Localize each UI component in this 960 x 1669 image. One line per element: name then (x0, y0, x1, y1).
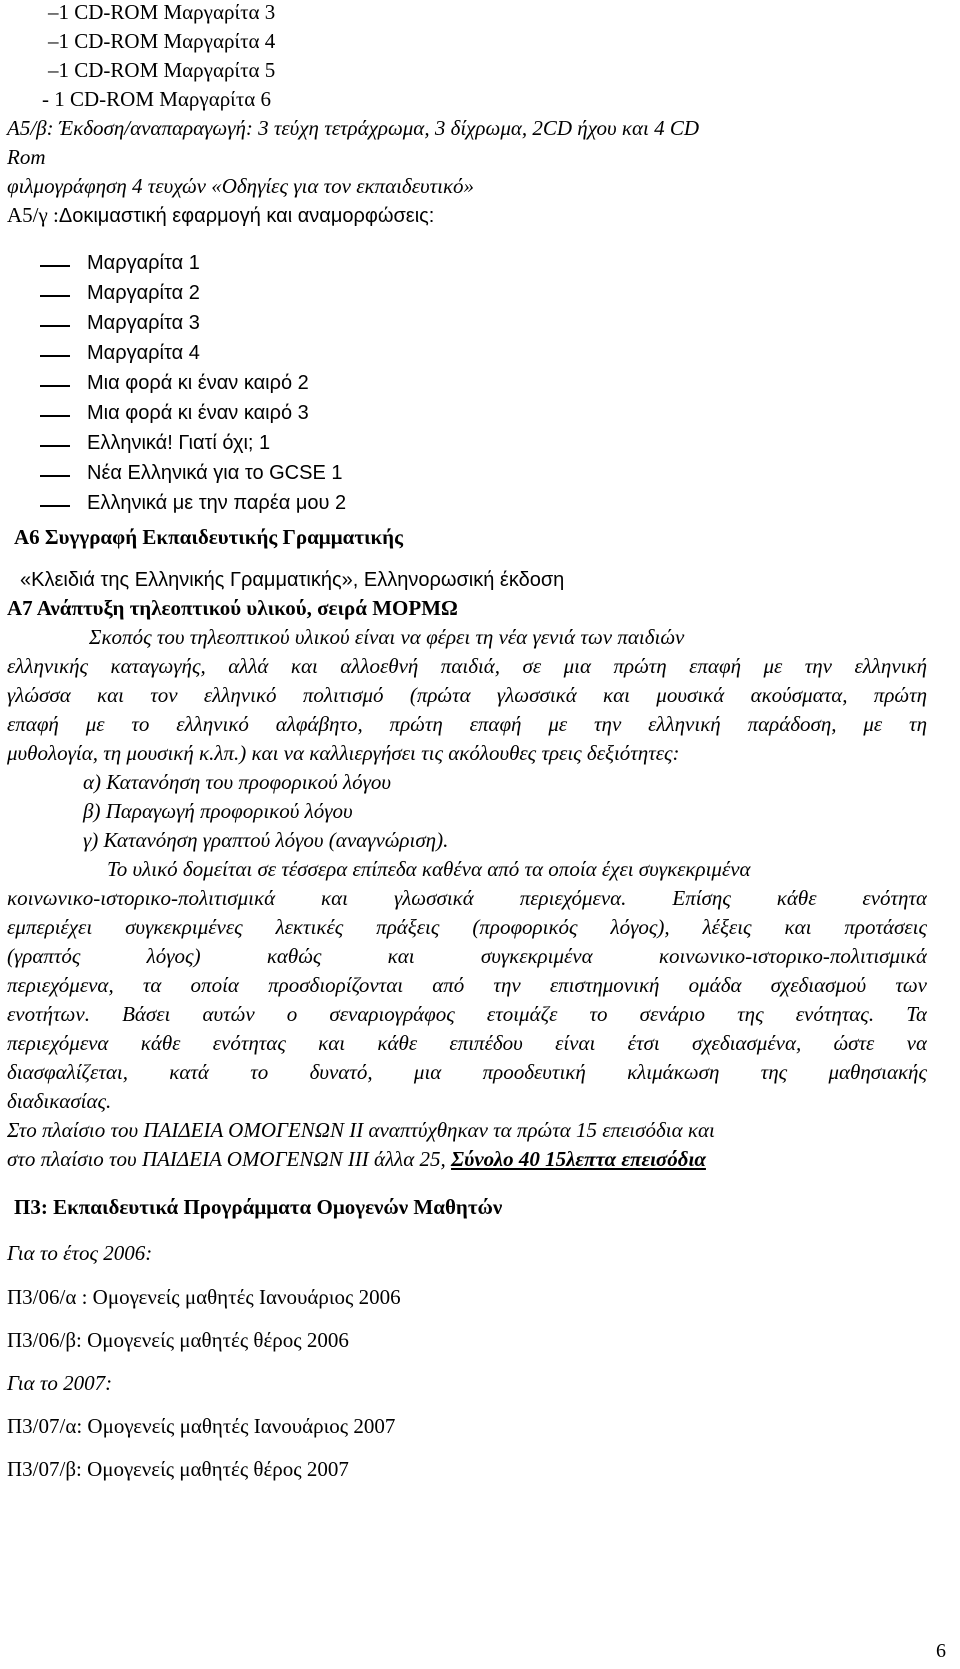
a5g-text: Δοκιμαστική εφαρμογή και αναμορφώσεις: (58, 205, 435, 227)
a7-para-line: μυθολογία, τη μουσική κ.λπ.) και να καλλιεργήσει τις ακόλουθες τρεις δεξιότητες: (7, 741, 680, 765)
dash-marker (40, 265, 70, 267)
framework-text: στο πλαίσιο του ΠΑΙΔΕΙΑ ΟΜΟΓΕΝΩΝ ΙΙΙ άλλα 25, (7, 1147, 452, 1171)
list-item: Μαργαρίτα 2 (87, 282, 200, 304)
a7-para-line: Σκοπός του τηλεοπτικού υλικού είναι να φέρει τη νέα γενιά των παιδιών (89, 625, 685, 649)
list-item: Μαργαρίτα 4 (87, 342, 200, 364)
list-item: Μαργαρίτα 1 (87, 252, 200, 274)
structure-para-line: περιεχόμενα, τα οποία προσδιορίζονται από την επιστημονική ομάδα σχεδιασμού των (7, 975, 927, 997)
total-episodes: Σύνολο 40 15λεπτα επεισόδια (451, 1147, 706, 1171)
structure-para-line: εμπεριέχει συγκεκριμένες λεκτικές πράξεις (προφορικός λόγος), λέξεις και προτάσεις (7, 917, 927, 939)
a7-para-line: επαφή με το ελληνικό αλφάβητο, πρώτη επαφή με την ελληνική παράδοση, με τη (7, 714, 927, 736)
structure-para-line: (γραπτός λόγος) καθώς και συγκεκριμένα κοινωνικο-ιστορικο-πολιτισμικά (7, 946, 927, 968)
year-heading-2007: Για το 2007: (7, 1371, 113, 1395)
list-item: Νέα Ελληνικά για το GCSE 1 (87, 462, 343, 484)
a5b-line: Α5/β: Έκδοση/αναπαραγωγή: 3 τεύχη τετράχρωμα, 3 δίχρωμα, 2CD ήχου και 4 CD (7, 116, 700, 140)
p3-heading: Π3: Εκπαιδευτικά Προγράμματα Ομογενών Μαθητών (14, 1195, 503, 1219)
dash-marker (40, 385, 70, 387)
structure-para-line: Το υλικό δομείται σε τέσσερα επίπεδα καθένα από τα οποία έχει συγκεκριμένα (107, 857, 751, 881)
page-number: 6 (936, 1640, 946, 1662)
structure-para-line: περιεχόμενα κάθε ενότητας και κάθε επιπέδου είναι έτσι σχεδιασμένα, ώστε να (7, 1033, 927, 1055)
dash-marker (40, 355, 70, 357)
a7-heading: Α7 Ανάπτυξη τηλεοπτικού υλικού, σειρά ΜΟΡΜΩ (7, 596, 458, 620)
a5g-line (7, 205, 434, 226)
list-item: Ελληνικά! Γιατί όχι; 1 (87, 432, 271, 454)
a5g-prefix: Α5/γ : (7, 203, 59, 227)
dash-marker (40, 475, 70, 477)
a7-para-line: ελληνικής καταγωγής, αλλά και αλλοεθνή παιδιά, σε μια πρώτη επαφή με την ελληνική (7, 656, 927, 678)
structure-para-line: ενοτήτων. Βάσει αυτών ο σεναριογράφος ετοιμάζε το σενάριο της ενότητας. Τα (7, 1004, 927, 1026)
p3-item: Π3/06/α : Ομογενείς μαθητές Ιανουάριος 2006 (7, 1285, 401, 1309)
cd-line: - 1 CD-ROM Μαργαρίτα 6 (42, 87, 272, 111)
filming-line: φιλμογράφηση 4 τευχών «Οδηγίες για τον εκπαιδευτικό» (7, 174, 475, 198)
p3-item: Π3/07/α: Ομογενείς μαθητές Ιανουάριος 2007 (7, 1414, 396, 1438)
p3-item: Π3/07/β: Ομογενείς μαθητές θέρος 2007 (7, 1457, 349, 1481)
framework-line (7, 1149, 706, 1170)
dash-marker (40, 295, 70, 297)
skill-item: γ) Κατανόηση γραπτού λόγου (αναγνώριση). (83, 828, 449, 852)
cd-line: –1 CD-ROM Μαργαρίτα 5 (48, 58, 276, 82)
skill-item: β) Παραγωγή προφορικού λόγου (83, 799, 353, 823)
structure-para-line: διασφαλίζεται, κατά το δυνατό, μια προοδευτική κλιμάκωση της μαθησιακής (7, 1062, 927, 1084)
cd-line: –1 CD-ROM Μαργαρίτα 3 (48, 0, 276, 24)
a5b-line-cont: Rom (7, 145, 46, 169)
list-item: Ελληνικά με την παρέα μου 2 (87, 492, 347, 514)
structure-para-line: κοινωνικο-ιστορικο-πολιτισμικά και γλωσσικά περιεχόμενα. Επίσης κάθε ενότητα (7, 888, 927, 910)
p3-item: Π3/06/β: Ομογενείς μαθητές θέρος 2006 (7, 1328, 349, 1352)
framework-line: Στο πλαίσιο του ΠΑΙΔΕΙΑ ΟΜΟΓΕΝΩΝ ΙΙ αναπτύχθηκαν τα πρώτα 15 επεισόδια και (7, 1118, 715, 1142)
dash-marker (40, 505, 70, 507)
list-item: Μαργαρίτα 3 (87, 312, 200, 334)
list-item: Μια φορά κι έναν καιρό 3 (87, 402, 309, 424)
year-heading-2006: Για το έτος 2006: (7, 1241, 153, 1265)
skill-item: α) Κατανόηση του προφορικού λόγου (83, 770, 392, 794)
a6-heading: Α6 Συγγραφή Εκπαιδευτικής Γραμματικής (14, 525, 403, 549)
list-item: Μια φορά κι έναν καιρό 2 (87, 372, 309, 394)
structure-para-line: διαδικασίας. (7, 1089, 112, 1113)
cd-line: –1 CD-ROM Μαργαρίτα 4 (48, 29, 276, 53)
dash-marker (40, 445, 70, 447)
a6-text: «Κλειδιά της Ελληνικής Γραμματικής», Ελληνορωσική έκδοση (20, 569, 565, 591)
dash-marker (40, 325, 70, 327)
a7-para-line: γλώσσα και τον ελληνικό πολιτισμό (πρώτα γλωσσικά και μουσικά ακούσματα, πρώτη (7, 685, 927, 707)
dash-marker (40, 415, 70, 417)
